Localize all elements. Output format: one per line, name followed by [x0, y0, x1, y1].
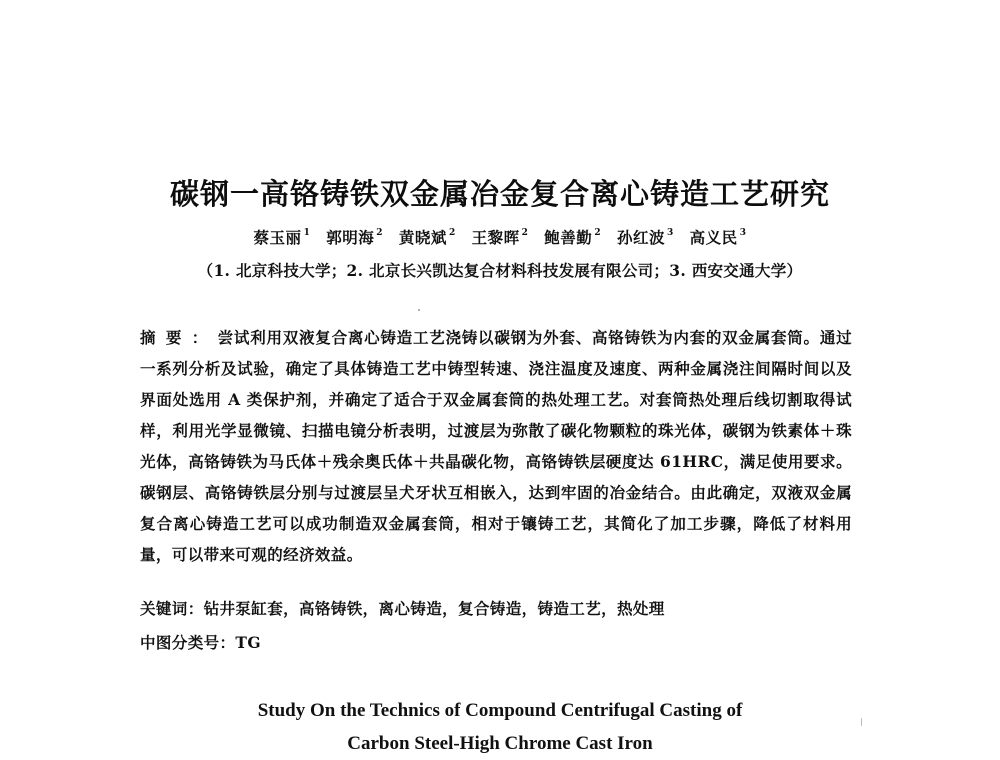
author-affiliation-mark: 2 — [521, 227, 529, 238]
scan-speck — [418, 309, 420, 311]
author-affiliation-mark: 3 — [739, 227, 747, 238]
author-list — [0, 226, 1000, 248]
abstract-label: 摘要： — [140, 328, 218, 347]
author-name: 孙红波 — [616, 228, 665, 247]
author-name: 高义民 — [689, 228, 738, 247]
classification-number — [140, 631, 852, 653]
author-affiliation-mark: 2 — [594, 227, 602, 238]
author-affiliation-mark: 3 — [667, 227, 674, 238]
author-name: 王黎晖 — [471, 228, 520, 247]
author — [617, 228, 674, 247]
abstract-text: 尝试利用双液复合离心铸造工艺浇铸以碳钢为外套、高铬铸铁为内套的双金属套筒。通过一系列分析及试验，确定了具体铸造工艺中铸型转速、浇注温度及速度、两种金属浇注间隔时间以及界面处选用 A 类保护剂，并确定了适合于双金属套筒的热处理工艺。对套筒热处理后线切割取得试样，利用光学显微镜、扫描电镜分析表明，过渡层为弥散了碳化物颗粒的珠光体，碳钢为铁素体＋珠光体，高铬铸铁为马氏体＋残余奥氏体＋共晶碳化物，高铬铸铁层硬度达 61HRC，满足使用要求。碳钢层、高铬铸铁层分别与过渡层呈犬牙状互相嵌入，达到牢固的冶金结合。由此确定，双液双金属复合离心铸造工艺可以成功制造双金属套筒，相对于镶铸工艺，其简化了加工步骤，降低了材料用量，可以带来可观的经济效益。 — [140, 328, 852, 564]
author-name: 鲍善勤 — [544, 228, 593, 247]
paper-title: 碳钢一高铬铸铁双金属冶金复合离心铸造工艺研究 — [169, 177, 830, 211]
clc-label: 中图分类号： — [140, 633, 236, 652]
author — [690, 228, 747, 247]
author-name: 郭明海 — [326, 228, 375, 247]
affiliations: （1. 北京科技大学；2. 北京长兴凯达复合材料科技发展有限公司；3. 西安交通大学） — [197, 261, 803, 280]
clc-value: TG — [235, 633, 261, 652]
author-affiliation-mark: 1 — [303, 227, 311, 238]
author — [254, 228, 311, 247]
author-name: 黄晓斌 — [398, 228, 447, 247]
author-affiliation-mark: 2 — [376, 227, 384, 238]
keywords-label: 关键词： — [140, 599, 204, 618]
english-title-line2: Carbon Steel-High Chrome Cast Iron — [347, 733, 653, 754]
author — [326, 228, 383, 247]
author-affiliation-mark: 2 — [448, 227, 456, 238]
abstract — [140, 322, 852, 570]
scan-speck — [861, 718, 862, 726]
author — [472, 228, 529, 247]
english-title-line1: Study On the Technics of Compound Centrifugal Casting of — [257, 700, 743, 721]
keywords-text: 钻井泵缸套，高铬铸铁，离心铸造，复合铸造，铸造工艺，热处理 — [203, 599, 665, 618]
keywords — [140, 597, 852, 619]
author — [399, 228, 456, 247]
author-name: 蔡玉丽 — [253, 228, 302, 247]
author — [544, 228, 601, 247]
